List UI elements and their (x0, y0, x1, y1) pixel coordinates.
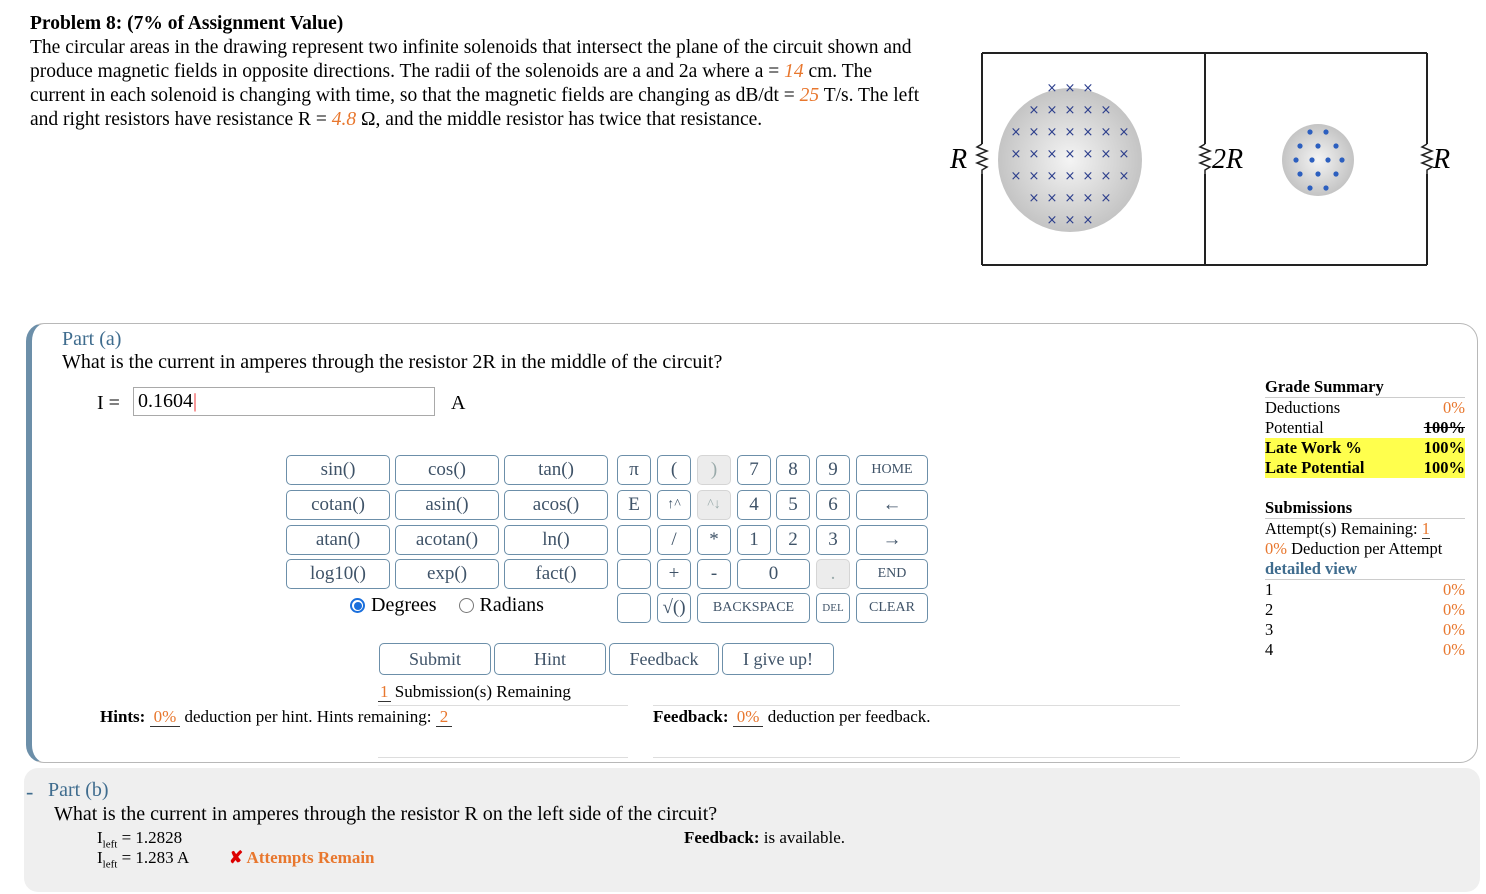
deduction-per-attempt: 0% Deduction per Attempt (1265, 539, 1443, 558)
attempts-remaining: Attempt(s) Remaining: 1 (1265, 519, 1430, 538)
digit-0-key[interactable]: 0 (737, 559, 810, 589)
problem-text: The circular areas in the drawing represent two infinite solenoids that intersect the plane of the circuit shown and produce magnetic fields in opposite directions. The radii of the solenoids are a and 2a where a = 14 cm. The current in each solenoid is changing with time, so that the magnetic fields are changing as dB/dt = 25 T/s. The left and right resistors have resistance R = 4.8 Ω, and the middle resistor has twice that resistance. (30, 37, 920, 130)
field-dot-mark (1309, 157, 1314, 162)
field-dot-mark (1333, 171, 1338, 176)
radians-label: Radians (479, 594, 544, 616)
a-value: 14 (784, 61, 804, 82)
hint-button[interactable]: Hint (494, 643, 606, 675)
field-dot-mark (1339, 157, 1344, 162)
field-dot-mark (1297, 171, 1302, 176)
field-cross-mark: × (1100, 169, 1112, 184)
cotan-key[interactable]: cotan() (286, 490, 390, 520)
field-dot-mark (1293, 157, 1298, 162)
field-dot-mark (1315, 171, 1320, 176)
pi-key[interactable]: π (617, 455, 651, 485)
circuit-diagram (940, 40, 1460, 280)
submissions-remaining: 1 Submission(s) Remaining (380, 682, 571, 701)
digit-4-key[interactable]: 4 (737, 490, 771, 520)
field-dot-mark (1315, 143, 1320, 148)
field-cross-mark: × (1118, 125, 1130, 140)
field-cross-mark: × (1046, 103, 1058, 118)
collapse-toggle[interactable]: - (26, 779, 34, 804)
problem-statement (30, 12, 930, 132)
feedback-available: Feedback: is available. (684, 828, 845, 847)
sqrt-key[interactable]: √() (657, 593, 691, 623)
digit-6-key[interactable]: 6 (816, 490, 850, 520)
attempt-list (1265, 580, 1465, 660)
acos-key[interactable]: acos() (504, 490, 608, 520)
answer-unit: A (451, 392, 466, 414)
field-cross-mark: × (1046, 213, 1058, 228)
divider (653, 757, 1180, 758)
divider (653, 705, 1180, 706)
field-cross-mark: × (1100, 191, 1112, 206)
cos-key[interactable]: cos() (395, 455, 499, 485)
field-cross-mark: × (1010, 169, 1022, 184)
field-dot-mark (1323, 129, 1328, 134)
power-down-key[interactable]: ^↓ (697, 490, 731, 520)
field-cross-mark: × (1082, 103, 1094, 118)
field-cross-mark: × (1046, 169, 1058, 184)
field-dot-mark (1325, 157, 1330, 162)
blank-key[interactable] (617, 593, 651, 623)
part-b-answer-formatted: $I_{left} = 1.283$ A (97, 848, 190, 871)
digit-1-key[interactable]: 1 (737, 525, 771, 555)
field-cross-mark: × (1046, 81, 1058, 96)
field-cross-mark: × (1028, 125, 1040, 140)
field-dot-mark (1307, 185, 1312, 190)
delete-key[interactable]: DEL (816, 593, 850, 623)
middle-resistor-symbol (1200, 144, 1210, 174)
attempt-row: 2 0% (1265, 600, 1465, 619)
field-cross-mark: × (1064, 125, 1076, 140)
multiply-key[interactable]: * (697, 525, 731, 555)
right-resistor-symbol (1422, 144, 1432, 174)
problem-title: Problem 8: (7% of Assignment Value) (30, 13, 344, 34)
field-cross-mark: × (1028, 147, 1040, 162)
field-cross-mark: × (1100, 103, 1112, 118)
field-cross-mark: × (1082, 147, 1094, 162)
attempts-remain-status: ✘ Attempts Remain (229, 848, 375, 867)
exp-key[interactable]: exp() (395, 559, 499, 589)
answer-input[interactable]: 0.1604| (133, 387, 435, 416)
blank-key[interactable] (617, 525, 651, 555)
potential-value: 100% (1423, 418, 1465, 437)
blank-key[interactable] (617, 559, 651, 589)
field-cross-mark: × (1082, 169, 1094, 184)
field-cross-mark: × (1028, 169, 1040, 184)
digit-9-key[interactable]: 9 (816, 455, 850, 485)
dbdt-value: 25 (799, 85, 820, 106)
submit-button[interactable]: Submit (379, 643, 491, 675)
power-up-key[interactable]: ↑^ (657, 490, 691, 520)
field-cross-mark: × (1064, 169, 1076, 184)
field-dot-mark (1323, 185, 1328, 190)
divider (378, 705, 628, 706)
part-a-question: What is the current in amperes through the resistor 2R in the middle of the circuit? (62, 351, 723, 373)
field-cross-mark: × (1064, 81, 1076, 96)
attempt-row: 1 0% (1265, 580, 1465, 599)
field-cross-mark: × (1064, 213, 1076, 228)
left-paren-key[interactable]: ( (657, 455, 691, 485)
digit-5-key[interactable]: 5 (776, 490, 810, 520)
right-paren-key[interactable]: ) (697, 455, 731, 485)
sin-key[interactable]: sin() (286, 455, 390, 485)
field-cross-mark: × (1028, 103, 1040, 118)
field-cross-mark: × (1046, 147, 1058, 162)
grade-summary-title: Grade Summary (1265, 377, 1465, 398)
digit-2-key[interactable]: 2 (776, 525, 810, 555)
detailed-view-link[interactable]: detailed view (1265, 559, 1465, 580)
part-b-title[interactable]: Part (b) (48, 779, 109, 801)
field-cross-mark: × (1028, 191, 1040, 206)
log10-key[interactable]: log10() (286, 559, 390, 589)
backspace-key[interactable]: BACKSPACE (697, 593, 810, 623)
part-b-answer-raw: $I_{left} = 1.2828$ (97, 828, 183, 851)
x-mark-icon: ✘ (229, 848, 244, 867)
field-dot-mark (1333, 143, 1338, 148)
field-cross-mark: × (1046, 191, 1058, 206)
part-a-title: Part (a) (62, 328, 122, 350)
field-cross-mark: × (1064, 147, 1076, 162)
divider (378, 757, 628, 758)
field-cross-mark: × (1046, 125, 1058, 140)
attempt-row: 3 0% (1265, 620, 1465, 639)
digit-8-key[interactable]: 8 (776, 455, 810, 485)
field-cross-mark: × (1100, 125, 1112, 140)
atan-key[interactable]: atan() (286, 525, 390, 555)
feedback-button[interactable]: Feedback (609, 643, 719, 675)
field-cross-mark: × (1010, 147, 1022, 162)
field-cross-mark: × (1118, 169, 1130, 184)
give-up-button[interactable]: I give up! (722, 643, 834, 675)
submissions-title: Submissions (1265, 498, 1465, 519)
field-cross-mark: × (1064, 191, 1076, 206)
radians-radio[interactable] (459, 598, 474, 613)
field-cross-mark: × (1082, 125, 1094, 140)
minus-key[interactable]: - (697, 559, 731, 589)
ln-key[interactable]: ln() (504, 525, 608, 555)
late-work-value: 100% (1423, 438, 1465, 457)
field-dot-mark (1307, 129, 1312, 134)
field-cross-mark: × (1082, 191, 1094, 206)
deductions-value: 0% (1443, 398, 1465, 417)
back-arrow-key[interactable]: ← (856, 490, 928, 520)
decimal-key[interactable]: . (816, 559, 850, 589)
tan-key[interactable]: tan() (504, 455, 608, 485)
grade-summary: Grade Summary Deductions 0% Potential 100% Late Work % 100% Late Potential 100% Submissions Attempt(s) Remaining: 1 0% Deduction per Attempt detailed view 1 0% 2 0% 3 0% 4 0% (1265, 377, 1465, 659)
answer-label: I = (97, 392, 120, 414)
field-cross-mark: × (1082, 81, 1094, 96)
divide-key[interactable]: / (657, 525, 691, 555)
part-b-question: What is the current in amperes through the resistor R on the left side of the circuit? (54, 803, 718, 825)
attempt-row: 4 0% (1265, 640, 1465, 659)
middle-resistor-label: 2R (1212, 144, 1244, 175)
field-cross-mark: × (1100, 147, 1112, 162)
feedback-info: Feedback: 0% deduction per feedback. (653, 707, 931, 726)
digit-3-key[interactable]: 3 (816, 525, 850, 555)
e-key[interactable]: E (617, 490, 651, 520)
end-key[interactable]: END (856, 559, 928, 589)
left-resistor-symbol (977, 144, 987, 174)
forward-arrow-key[interactable]: → (856, 525, 928, 555)
field-cross-mark: × (1064, 103, 1076, 118)
field-cross-mark: × (1082, 213, 1094, 228)
field-dot-mark (1297, 143, 1302, 148)
r-value: 4.8 (331, 109, 357, 130)
hints-info: Hints: 0% deduction per hint. Hints remaining: 2 (100, 707, 452, 727)
clear-key[interactable]: CLEAR (856, 593, 928, 623)
field-cross-mark: × (1010, 125, 1022, 140)
plus-key[interactable]: + (657, 559, 691, 589)
home-key[interactable]: HOME (856, 455, 928, 485)
digit-7-key[interactable]: 7 (737, 455, 771, 485)
acotan-key[interactable]: acotan() (395, 525, 499, 555)
degrees-label: Degrees (371, 594, 437, 616)
left-resistor-label: R (950, 144, 968, 175)
late-potential-value: 100% (1423, 458, 1465, 477)
right-resistor-label: R (1433, 144, 1451, 175)
degrees-radio[interactable] (350, 598, 365, 613)
fact-key[interactable]: fact() (504, 559, 608, 589)
angle-mode-selector (350, 594, 544, 617)
asin-key[interactable]: asin() (395, 490, 499, 520)
field-cross-mark: × (1118, 147, 1130, 162)
